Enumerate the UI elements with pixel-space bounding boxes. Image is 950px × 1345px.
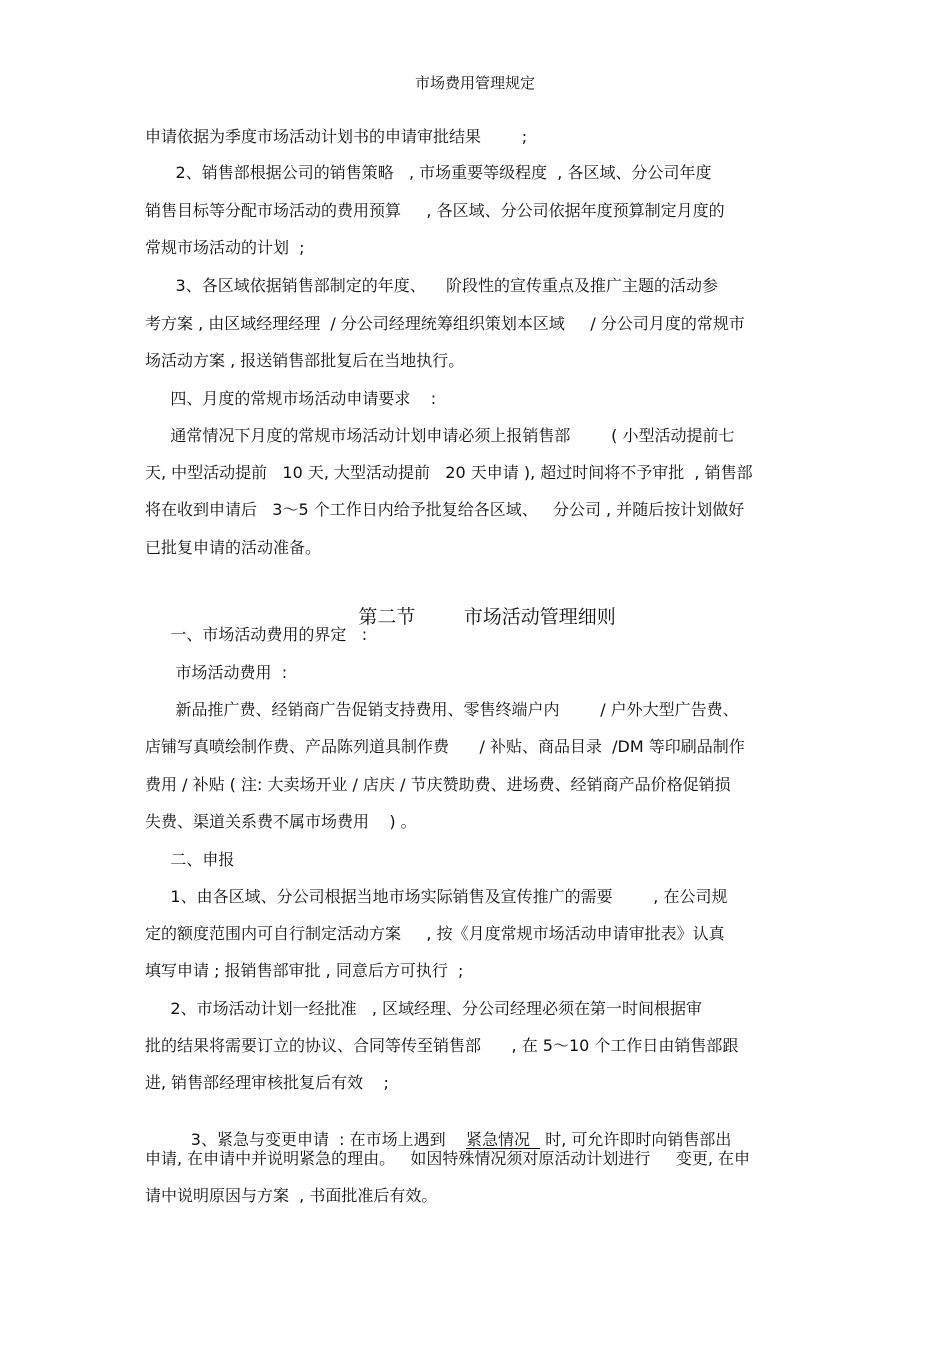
paragraph-line: 请中说明原因与方案 , 书面批准后有效。 (145, 1186, 438, 1205)
paragraph-line: 通常情况下月度的常规市场活动计划申请必须上报销售部 ( 小型活动提前七 (145, 426, 735, 445)
paragraph-line: 天, 中型活动提前 10 天, 大型活动提前 20 天申请 ), 超过时间将不予审批 , 销售部 (145, 463, 753, 482)
paragraph-line: 申请, 在申请中并说明紧急的理由。 如因特殊情况须对原活动计划进行 变更, 在申 (145, 1149, 751, 1168)
paragraph-line: 3、各区域依据销售部制定的年度、 阶段性的宣传重点及推广主题的活动参 (145, 276, 719, 295)
paragraph-line: 进, 销售部经理审核批复后有效 ; (145, 1073, 389, 1092)
paragraph-line: 市场活动费用 : (145, 663, 288, 682)
paragraph-line: 已批复申请的活动准备。 (145, 538, 322, 557)
paragraph-line: 定的额度范围内可自行制定活动方案 , 按《月度常规市场活动申请审批表》认真 (145, 924, 725, 943)
paragraph-line: 销售目标等分配市场活动的费用预算 , 各区域、分公司依据年度预算制定月度的 (145, 201, 725, 220)
paragraph-line: 费用 / 补贴 ( 注: 大卖场开业 / 店庆 / 节庆赞助费、进场费、经销商产品价格促销损 (145, 775, 731, 794)
paragraph-line: 申请依据为季度市场活动计划书的申请审批结果 ; (145, 127, 528, 146)
paragraph-line: 填写申请 ; 报销售部审批 , 同意后方可执行 ; (145, 961, 464, 980)
section-title-text: 第二节 市场活动管理细则 (358, 606, 616, 628)
paragraph-line: 失费、渠道关系费不属市场费用 ) 。 (145, 812, 417, 831)
paragraph-line: 将在收到申请后 3～5 个工作日内给予批复给各区域、 分公司 , 并随后按计划做好 (145, 500, 745, 519)
section-title (0, 580, 950, 651)
underlined-term: 紧急情况 (465, 1130, 541, 1149)
paragraph-line: 新品推广费、经销商广告促销支持费用、零售终端户内 / 户外大型广告费、 (145, 700, 739, 719)
paragraph-line: 考方案 , 由区域经理经理 / 分公司经理统筹组织策划本区域 / 分公司月度的常规市 (145, 314, 745, 333)
paragraph-line: 常规市场活动的计划 ; (145, 238, 305, 257)
paragraph-line: 批的结果将需要订立的协议、合同等传至销售部 , 在 5～10 个工作日由销售部跟 (145, 1036, 739, 1055)
paragraph-line: 二、申报 (145, 850, 235, 869)
line-prefix: 3、紧急与变更申请 : 在市场上遇到 (165, 1130, 466, 1149)
paragraph-line: 2、销售部根据公司的销售策略 , 市场重要等级程度 , 各区域、分公司年度 (145, 163, 712, 182)
paragraph-line: 一、市场活动费用的界定 : (145, 625, 368, 644)
paragraph-line: 四、月度的常规市场活动申请要求 : (145, 389, 437, 408)
paragraph-line: 场活动方案 , 报送销售部批复后在当地执行。 (145, 351, 465, 370)
paragraph-line: 店铺写真喷绘制作费、产品陈列道具制作费 / 补贴、商品目录 /DM 等印刷品制作 (145, 737, 745, 756)
page-header: 市场费用管理规定 (414, 74, 535, 92)
paragraph-line: 1、由各区域、分公司根据当地市场实际销售及宣传推广的需要 , 在公司规 (145, 887, 728, 906)
paragraph-line: 2、市场活动计划一经批准 , 区域经理、分公司经理必须在第一时间根据审 (145, 999, 703, 1018)
line-suffix: 时, 可允许即时向销售部出 (540, 1130, 732, 1149)
